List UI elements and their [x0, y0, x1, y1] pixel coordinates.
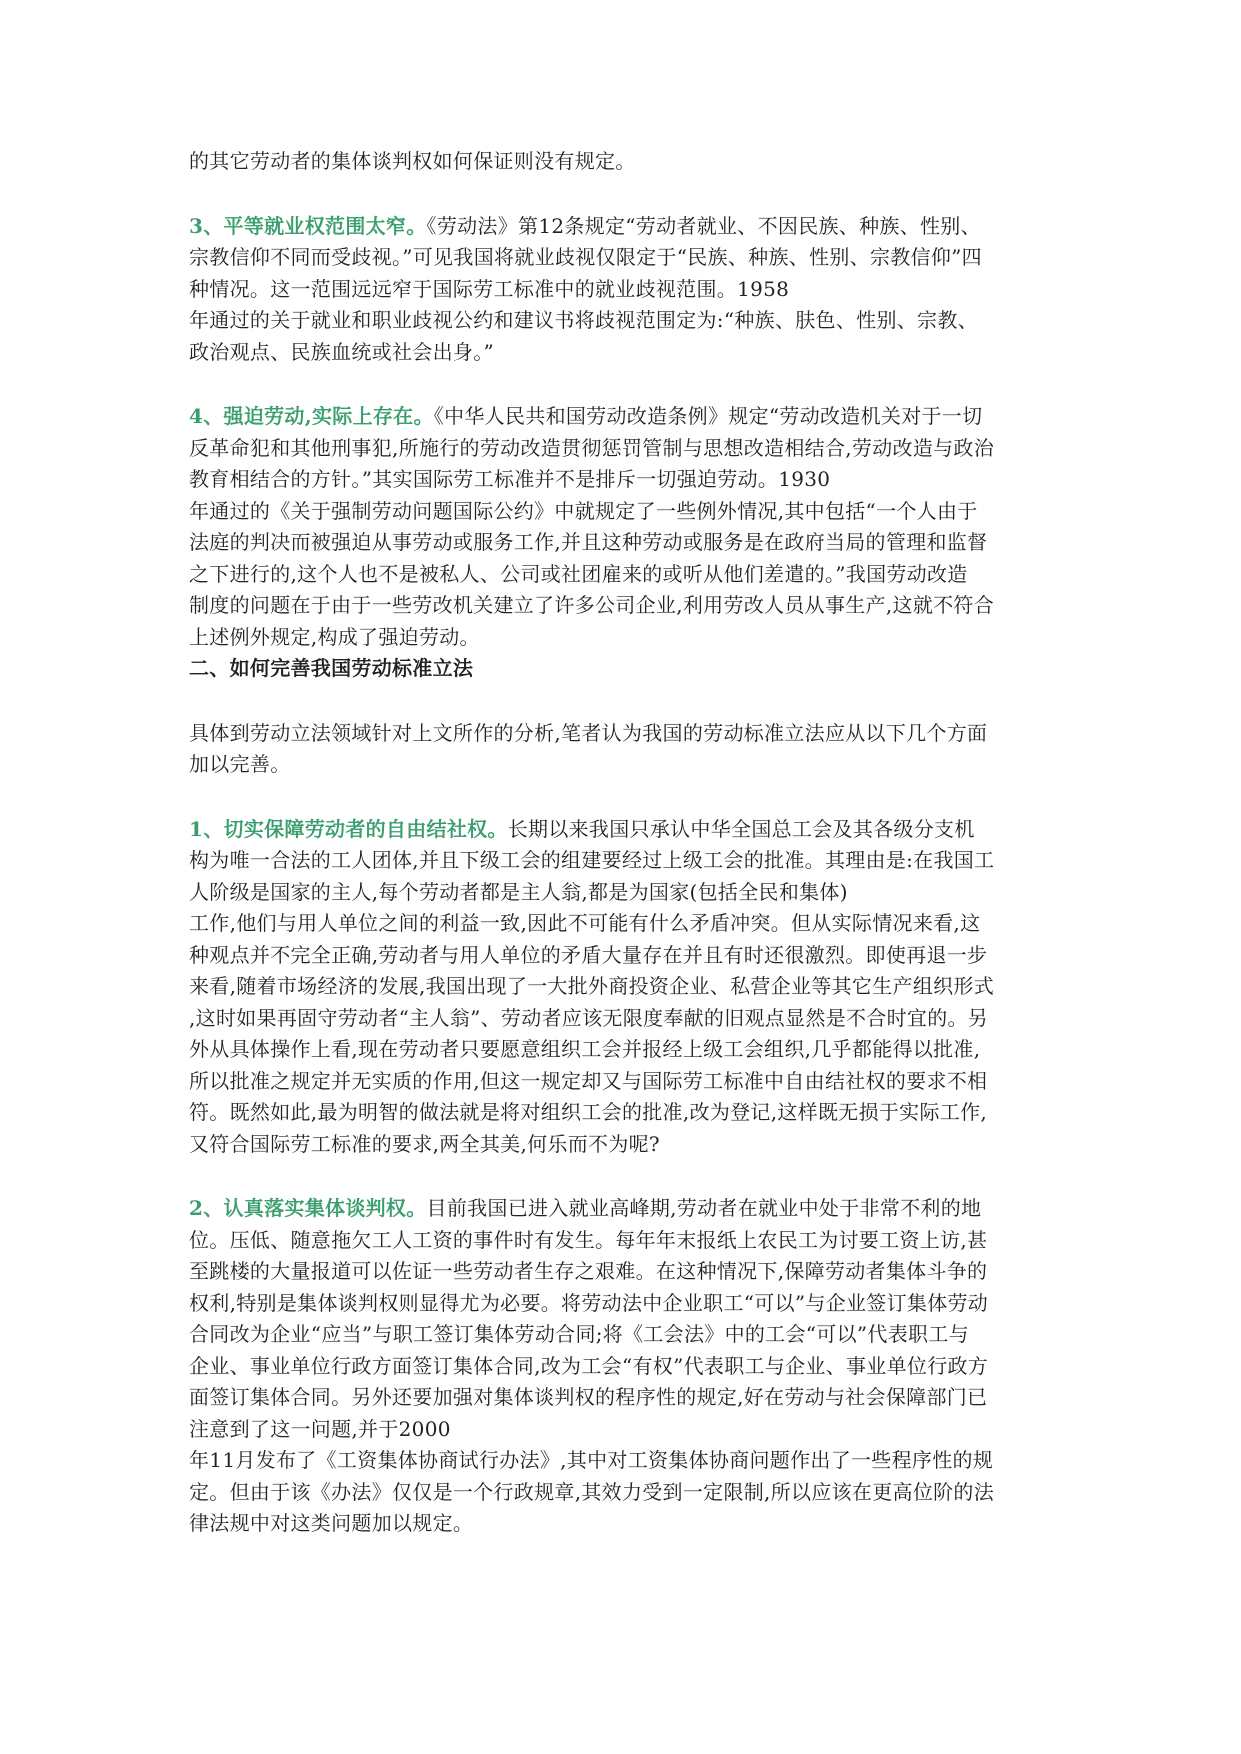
paragraph-line: 教育相结合的方针。”其实国际劳工标准并不是排斥一切强迫劳动。1930: [189, 467, 831, 491]
section-intro: [189, 718, 1061, 781]
paragraph-line: 年通过的《关于强制劳动问题国际公约》中就规定了一些例外情况,其中包括“一个人由于: [189, 498, 978, 523]
paragraph-line: 人阶级是国家的主人,每个劳动者都是主人翁,都是为国家(包括全民和集体): [189, 879, 848, 904]
paragraph-line: 工作,他们与用人单位之间的利益一致,因此不可能有什么矛盾冲突。但从实际情况来看,这: [189, 911, 981, 935]
paragraph-line: [189, 211, 1061, 243]
paragraph-line: 合同改为企业“应当”与职工签订集体劳动合同;将《工会法》中的工会“可以”代表职工与: [189, 1322, 969, 1346]
paragraph-line: 位。压低、随意拖欠工人工资的事件时有发生。每年年末报纸上农民工为讨要工资上访,甚: [189, 1227, 988, 1252]
paragraph-line: 定。但由于该《办法》仅仅是一个行政规章,其效力受到一定限制,所以应该在更高位阶的法: [189, 1479, 995, 1504]
paragraph-line: 符。既然如此,最为明智的做法就是将对组织工会的批准,改为登记,这样既无损于实际工作,: [189, 1100, 988, 1124]
paragraph-collective-bargaining: [189, 1193, 1061, 1540]
paragraph-line: 权利,特别是集体谈判权则显得尤为必要。将劳动法中企业职工“可以”与企业签订集体劳动: [189, 1290, 989, 1315]
paragraph-heading: 4、强迫劳动,实际上存在。: [189, 404, 434, 428]
paragraph-forced-labor: [189, 401, 1061, 653]
paragraph-line: 种观点并不完全正确,劳动者与用人单位的矛盾大量存在并且有时还很激烈。即使再退一步: [189, 942, 988, 967]
paragraph-line: [189, 401, 1061, 433]
paragraph-line: [189, 814, 1061, 846]
paragraph-line: 年通过的关于就业和职业歧视公约和建议书将歧视范围定为:“种族、肤色、性别、宗教、: [189, 308, 978, 332]
paragraph-line: 具体到劳动立法领域针对上文所作的分析,笔者认为我国的劳动标准立法应从以下几个方面: [189, 720, 988, 745]
paragraph-line: 又符合国际劳工标准的要求,两全其美,何乐而不为呢?: [189, 1131, 660, 1156]
paragraph-line: 企业、事业单位行政方面签订集体合同,改为工会“有权”代表职工与企业、事业单位行政方: [189, 1353, 989, 1378]
section-title: 二、如何完善我国劳动标准立法: [189, 656, 474, 680]
paragraph-line: 外从具体操作上看,现在劳动者只要愿意组织工会并报经上级工会组织,几乎都能得以批准,: [189, 1037, 981, 1061]
paragraph-freedom-of-association: [189, 814, 1061, 1161]
paragraph-heading: 3、平等就业权范围太窄。: [189, 213, 427, 238]
paragraph-line: 种情况。这一范围远远窄于国际劳工标准中的就业歧视范围。1958: [189, 276, 790, 301]
paragraph-text: 目前我国已进入就业高峰期,劳动者在就业中处于非常不利的地: [426, 1196, 982, 1220]
paragraph-line: 构为唯一合法的工人团体,并且下级工会的组建要经过上级工会的批准。其理由是:在我国工: [189, 848, 995, 872]
paragraph-line: 宗教信仰不同而受歧视。”可见我国将就业歧视仅限定于“民族、种族、性别、宗教信仰”四: [189, 245, 982, 269]
paragraph-heading: 2、认真落实集体谈判权。: [189, 1196, 427, 1220]
paragraph-line: ,这时如果再固守劳动者“主人翁”、劳动者应该无限度奉献的旧观点显然是不合时宜的。另: [189, 1005, 989, 1030]
paragraph-line: 制度的问题在于由于一些劳改机关建立了许多公司企业,利用劳改人员从事生产,这就不符合: [189, 593, 995, 617]
paragraph-text: 《中华人民共和国劳动改造条例》规定“劳动改造机关对于一切: [433, 404, 983, 428]
paragraph-line: 反革命犯和其他刑事犯,所施行的劳动改造贯彻惩罚管制与思想改造相结合,劳动改造与政治: [189, 435, 995, 460]
paragraph-heading: 1、切实保障劳动者的自由结社权。: [189, 816, 508, 841]
paragraph-line: 面签订集体合同。另外还要加强对集体谈判权的程序性的规定,好在劳动与社会保障部门已: [189, 1385, 988, 1409]
paragraph-line: 至跳楼的大量报道可以佐证一些劳动者生存之艰难。在这种情况下,保障劳动者集体斗争的: [189, 1259, 988, 1283]
paragraph-line: 所以批准之规定并无实质的作用,但这一规定却又与国际劳工标准中自由结社权的要求不相: [189, 1068, 988, 1093]
paragraph-line: 律法规中对这类问题加以规定。: [189, 1511, 474, 1535]
paragraph-line: [189, 1193, 1061, 1225]
document-page: [189, 146, 1061, 1540]
paragraph-equal-employment: [189, 211, 1061, 369]
paragraph-line: 法庭的判决而被强迫从事劳动或服务工作,并且这种劳动或服务是在政府当局的管理和监督: [189, 530, 988, 554]
paragraph-line: 来看,随着市场经济的发展,我国出现了一大批外商投资企业、私营企业等其它生产组织形式: [189, 974, 995, 998]
paragraph-line: 加以完善。: [189, 752, 291, 776]
paragraph-line: 注意到了这一问题,并于2000: [189, 1416, 451, 1441]
paragraph-text: 长期以来我国只承认中华全国总工会及其各级分支机: [507, 816, 975, 841]
paragraph-line: 之下进行的,这个人也不是被私人、公司或社团雇来的或听从他们差遣的。”我国劳动改造: [189, 561, 968, 586]
paragraph-text: 《劳动法》第12条规定“劳动者就业、不因民族、种族、性别、: [426, 213, 981, 238]
paragraph-line: 年11月发布了《工资集体协商试行办法》,其中对工资集体协商问题作出了一些程序性的规: [189, 1448, 994, 1472]
paragraph-line: 的其它劳动者的集体谈判权如何保证则没有规定。: [189, 149, 636, 173]
paragraph-line: 政治观点、民族血统或社会出身。”: [189, 339, 495, 364]
paragraph-line: 上述例外规定,构成了强迫劳动。: [189, 624, 480, 649]
